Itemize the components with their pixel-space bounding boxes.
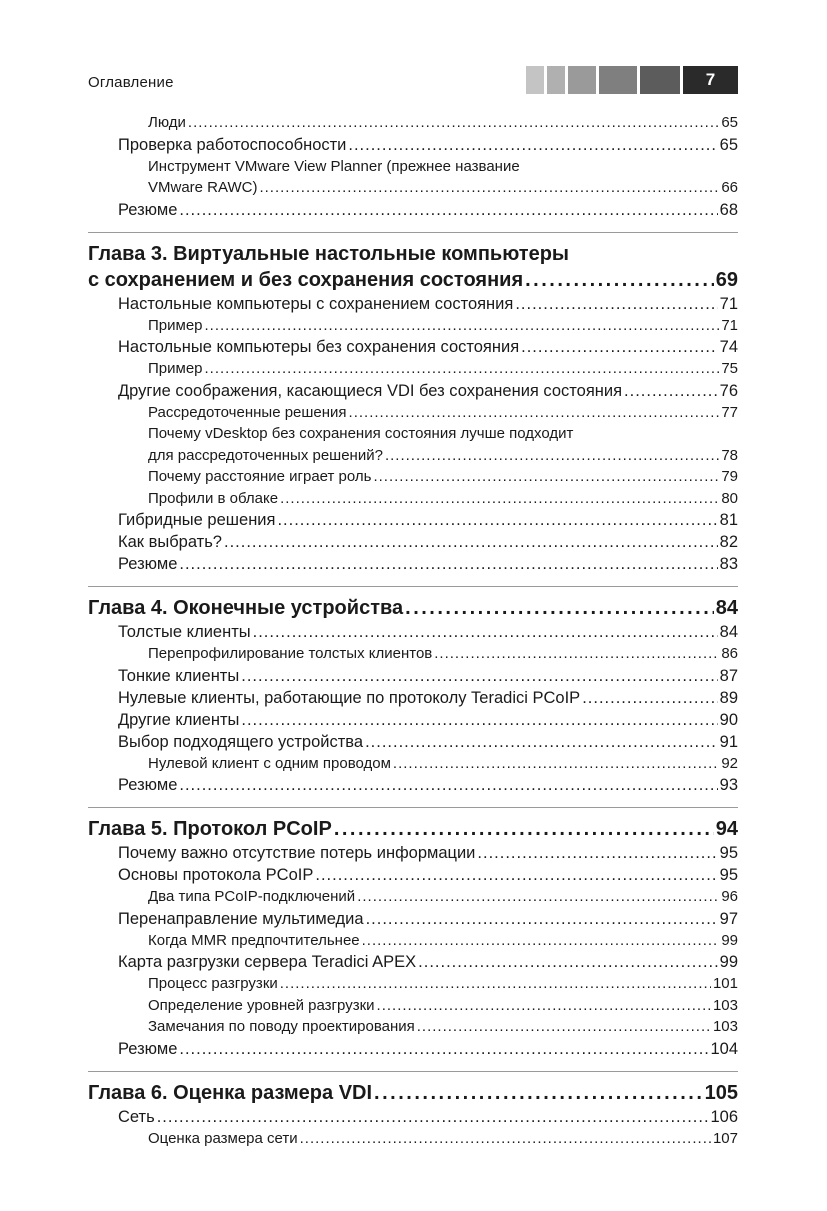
toc-entry-title: Рассредоточенные решения xyxy=(148,403,347,421)
toc-entry-title: Гибридные решения xyxy=(118,511,276,529)
toc-entry-title: Процесс разгрузки xyxy=(148,975,278,992)
leader-dots xyxy=(365,731,718,753)
toc-entry[interactable] xyxy=(88,621,738,643)
toc-entry[interactable] xyxy=(88,112,738,134)
toc-entry-page: 79 xyxy=(721,468,738,485)
toc-entry-title: Толстые клиенты xyxy=(118,623,251,641)
chapter-title-line: Глава 3. Виртуальные настольные компьютеры xyxy=(88,242,570,265)
toc-entry-page: 65 xyxy=(719,135,738,154)
toc-entry[interactable] xyxy=(88,995,738,1017)
toc-entry-page: 99 xyxy=(721,931,738,949)
toc-entry-page: 95 xyxy=(719,866,738,884)
toc-entry[interactable] xyxy=(88,731,738,753)
leader-dots xyxy=(277,509,717,531)
leader-dots xyxy=(582,687,717,709)
toc-entry[interactable] xyxy=(88,445,738,467)
toc-entry[interactable] xyxy=(88,531,738,553)
toc-entry-page: 99 xyxy=(719,953,738,971)
toc-entry-page: 65 xyxy=(721,114,738,131)
chapter-page: 84 xyxy=(715,597,738,619)
toc-entry-title: Сеть xyxy=(118,1107,155,1126)
leader-dots xyxy=(280,973,711,995)
chapter-page: 94 xyxy=(715,818,738,840)
toc-entry-page: 80 xyxy=(721,489,738,507)
leader-dots xyxy=(241,665,717,687)
toc-entry[interactable] xyxy=(88,1106,738,1128)
leader-dots xyxy=(280,488,719,510)
leader-dots xyxy=(434,643,719,665)
toc-entry[interactable] xyxy=(88,336,738,358)
toc-entry-page: 76 xyxy=(719,381,738,400)
toc-entry-page: 71 xyxy=(721,316,738,334)
leader-dots xyxy=(377,995,711,1017)
toc-entry-title: Проверка работоспособности xyxy=(118,135,347,154)
leader-dots xyxy=(253,621,718,643)
leader-dots xyxy=(624,380,718,402)
toc-entry-page: 90 xyxy=(719,710,738,729)
leader-dots xyxy=(349,402,720,424)
toc-entry[interactable] xyxy=(88,908,738,930)
leader-dots xyxy=(374,1080,703,1106)
toc-entry[interactable] xyxy=(88,753,738,775)
toc-entry-title: Как выбрать? xyxy=(118,533,222,551)
toc-entry-line: Инструмент VMware View Planner (прежнее название xyxy=(148,157,520,175)
toc-entry-title: Нулевой клиент с одним проводом xyxy=(148,754,391,772)
toc-entry-page: 74 xyxy=(719,338,738,356)
toc-entry[interactable] xyxy=(88,687,738,709)
toc-entry-page: 107 xyxy=(712,1129,738,1147)
leader-dots xyxy=(315,864,717,886)
leader-dots xyxy=(525,267,714,293)
chapter-title: Глава 5. Протокол PCoIP xyxy=(88,818,332,840)
leader-dots xyxy=(259,177,719,199)
toc-entry-title: Оценка размера сети xyxy=(148,1129,298,1147)
toc-entry-page: 87 xyxy=(719,666,738,685)
header-tab-bar xyxy=(526,66,738,94)
toc-entry[interactable] xyxy=(88,886,738,908)
chapter-entry[interactable] xyxy=(88,1080,738,1106)
leader-dots xyxy=(393,753,719,775)
toc-entry-page: 81 xyxy=(719,511,738,529)
chapter-divider xyxy=(88,807,738,808)
toc-entry[interactable] xyxy=(88,643,738,665)
toc-entry[interactable] xyxy=(88,842,738,864)
toc-entry-title: Два типа PCoIP-подключений xyxy=(148,888,356,905)
leader-dots xyxy=(373,466,719,488)
toc-entry-title: Тонкие клиенты xyxy=(118,666,240,685)
toc-entry-page: 106 xyxy=(710,1107,738,1126)
leader-dots xyxy=(515,293,717,315)
chapter-title: Глава 4. Оконечные устройства xyxy=(88,597,404,619)
toc-entry-title: Замечания по поводу проектирования xyxy=(148,1018,415,1035)
toc-entry-page: 66 xyxy=(721,179,738,196)
toc-entry-title: Настольные компьютеры без сохранения состояния xyxy=(118,338,520,356)
toc-entry-page: 103 xyxy=(712,996,738,1014)
toc-entry-title: Основы протокола PCoIP xyxy=(118,866,314,884)
header-bar-segment xyxy=(599,66,637,94)
chapter-entry[interactable] xyxy=(88,267,738,293)
toc-entry-title: Почему важно отсутствие потерь информации xyxy=(118,844,476,862)
toc-entry-title: Резюме xyxy=(118,555,178,573)
leader-dots xyxy=(188,112,719,134)
toc-entry-page: 71 xyxy=(719,294,738,313)
toc-entry[interactable] xyxy=(88,199,738,221)
leader-dots xyxy=(362,930,720,952)
toc-entry-title: VMware RAWC) xyxy=(148,179,258,196)
toc-entry-page: 95 xyxy=(719,844,738,862)
toc-entry-line: Почему vDesktop без сохранения состояния лучше подходит xyxy=(148,425,574,442)
toc-entry[interactable] xyxy=(88,134,738,156)
leader-dots xyxy=(334,816,714,842)
chapter-title: Глава 6. Оценка размера VDI xyxy=(88,1081,373,1104)
toc-entry[interactable] xyxy=(88,315,738,337)
leader-dots xyxy=(417,1016,711,1038)
toc-entry[interactable] xyxy=(88,358,738,380)
toc-entry-title: Пример xyxy=(148,360,203,377)
toc-entry[interactable] xyxy=(88,1038,738,1060)
leader-dots xyxy=(179,1038,708,1060)
toc-entry-page: 77 xyxy=(721,403,738,421)
toc-entry-title: Другие клиенты xyxy=(118,710,240,729)
toc-entry-page: 92 xyxy=(721,754,738,772)
header-bar-segment xyxy=(526,66,544,94)
toc-entry-page: 68 xyxy=(719,200,738,219)
toc-entry-page: 96 xyxy=(721,888,738,905)
toc-entry-page: 84 xyxy=(719,623,738,641)
leader-dots xyxy=(521,336,718,358)
toc-entry-page: 91 xyxy=(719,732,738,751)
toc-entry-page: 103 xyxy=(712,1018,738,1035)
chapter-page: 105 xyxy=(704,1081,738,1104)
toc-entry[interactable] xyxy=(88,553,738,575)
toc-entry-page: 75 xyxy=(721,360,738,377)
toc-entry-title: Карта разгрузки сервера Teradici APEX xyxy=(118,953,417,971)
toc-entry[interactable] xyxy=(88,466,738,488)
toc-entry[interactable] xyxy=(88,709,738,731)
toc-entry[interactable] xyxy=(88,380,738,402)
chapter-page: 69 xyxy=(715,268,738,291)
toc-entry-title: Резюме xyxy=(118,776,178,794)
toc-entry-title: Профили в облаке xyxy=(148,489,279,507)
leader-dots xyxy=(224,531,718,553)
chapter-divider xyxy=(88,1071,738,1072)
toc-entry[interactable] xyxy=(88,930,738,952)
toc-entry-page: 86 xyxy=(721,645,738,662)
leader-dots xyxy=(357,886,719,908)
toc-entry-title: Люди xyxy=(148,114,186,131)
toc-entry[interactable] xyxy=(88,488,738,510)
toc-entry-title: Другие соображения, касающиеся VDI без сохранения состояния xyxy=(118,381,623,400)
page-number: 7 xyxy=(683,66,738,94)
toc-entry-title: для рассредоточенных решений? xyxy=(148,446,383,464)
running-title: Оглавление xyxy=(88,74,174,91)
header-bar-segment xyxy=(547,66,565,94)
leader-dots xyxy=(477,842,717,864)
toc-entry-page: 93 xyxy=(719,776,738,794)
leader-dots xyxy=(418,951,717,973)
toc-entry[interactable] xyxy=(88,402,738,424)
leader-dots xyxy=(205,358,720,380)
toc-entry[interactable] xyxy=(88,1128,738,1150)
chapter-divider xyxy=(88,232,738,233)
chapter-entry[interactable] xyxy=(88,816,738,842)
leader-dots xyxy=(179,199,717,221)
table-of-contents xyxy=(88,112,738,1149)
toc-entry-title: Перепрофилирование толстых клиентов xyxy=(148,645,433,662)
toc-entry[interactable] xyxy=(88,665,738,687)
header-bar-segment xyxy=(640,66,680,94)
chapter-divider xyxy=(88,586,738,587)
chapter-title: с сохранением и без сохранения состояния xyxy=(88,268,524,291)
toc-entry-page: 97 xyxy=(719,909,738,928)
toc-entry-title: Нулевые клиенты, работающие по протоколу Teradici PCoIP xyxy=(118,688,581,707)
leader-dots xyxy=(157,1106,709,1128)
toc-entry-title: Когда MMR предпочтительнее xyxy=(148,931,360,949)
toc-entry[interactable] xyxy=(88,177,738,199)
chapter-entry[interactable] xyxy=(88,595,738,621)
toc-entry[interactable] xyxy=(88,951,738,973)
leader-dots xyxy=(179,774,717,796)
leader-dots xyxy=(385,445,719,467)
toc-entry-title: Настольные компьютеры с сохранением состояния xyxy=(118,294,514,313)
leader-dots xyxy=(300,1128,711,1150)
toc-entry-page: 83 xyxy=(719,555,738,573)
toc-entry-page: 82 xyxy=(719,533,738,551)
toc-entry-title: Резюме xyxy=(118,200,178,219)
toc-entry-title: Резюме xyxy=(118,1039,178,1058)
toc-entry[interactable] xyxy=(88,774,738,796)
toc-entry[interactable] xyxy=(88,864,738,886)
leader-dots xyxy=(366,908,718,930)
toc-entry-page: 89 xyxy=(719,688,738,707)
toc-entry-title: Определение уровней разгрузки xyxy=(148,996,375,1014)
toc-entry[interactable] xyxy=(88,509,738,531)
toc-entry[interactable] xyxy=(88,293,738,315)
toc-entry-page: 78 xyxy=(721,446,738,464)
leader-dots xyxy=(179,553,717,575)
toc-entry[interactable] xyxy=(88,1016,738,1038)
toc-entry-title: Пример xyxy=(148,316,203,334)
leader-dots xyxy=(405,595,714,621)
toc-entry[interactable] xyxy=(88,973,738,995)
toc-entry-title: Перенаправление мультимедиа xyxy=(118,909,364,928)
header-bar-segment xyxy=(568,66,596,94)
leader-dots xyxy=(348,134,717,156)
toc-entry-page: 101 xyxy=(712,975,738,992)
leader-dots xyxy=(205,315,720,337)
leader-dots xyxy=(241,709,717,731)
toc-entry-title: Выбор подходящего устройства xyxy=(118,732,364,751)
toc-entry-page: 104 xyxy=(710,1039,738,1058)
toc-entry-title: Почему расстояние играет роль xyxy=(148,468,372,485)
